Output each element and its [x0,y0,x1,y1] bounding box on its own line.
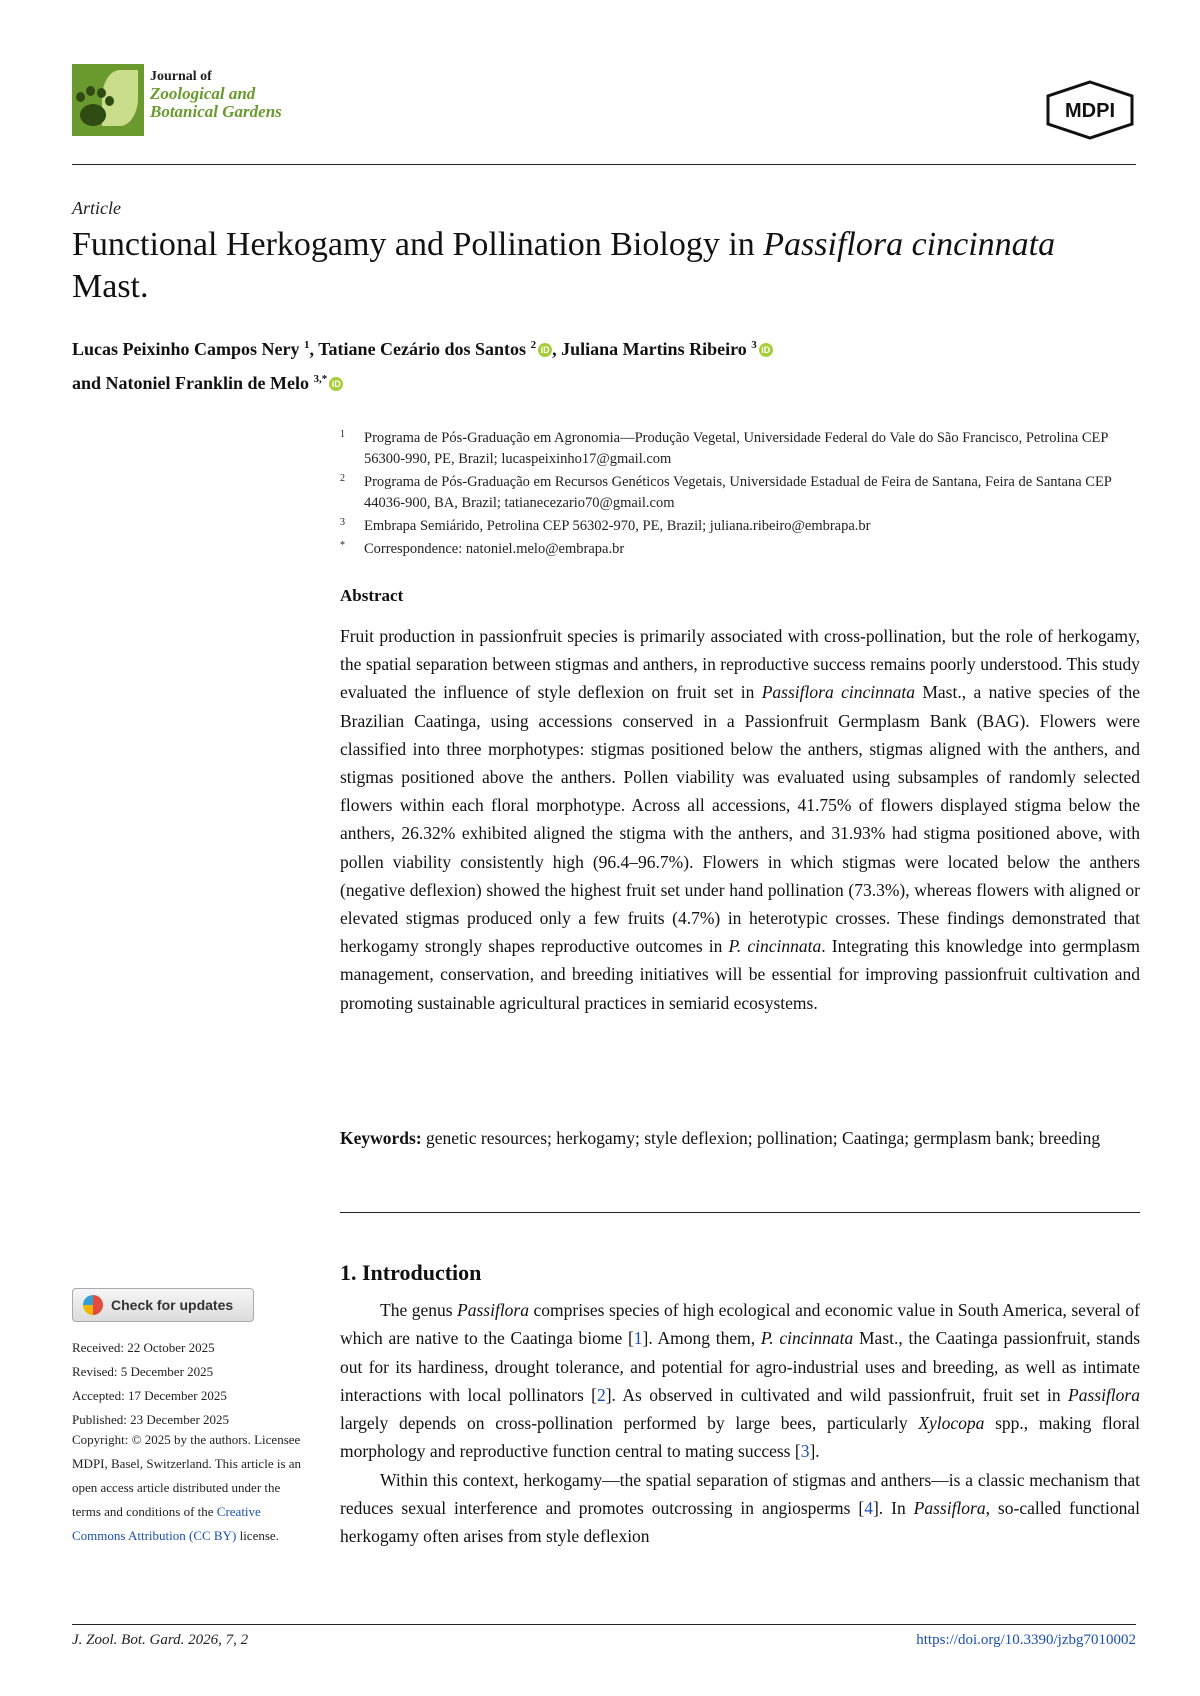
published-date: Published: 23 December 2025 [72,1412,230,1427]
affiliation-item: 2 Programa de Pós-Graduação em Recursos Genéticos Vegetais, Universidade Estadual de Feira de Santana, Feira de Santana CEP 44036-900, BA, Brazil; tatianecezario70@gmail.com [340,473,1112,511]
abstract-heading: Abstract [340,586,404,605]
mdpi-text: MDPI [1065,100,1115,122]
received-date: Received: 22 October 2025 [72,1340,215,1355]
accepted-date: Accepted: 17 December 2025 [72,1388,227,1403]
revised-date: Revised: 5 December 2025 [72,1364,214,1379]
affiliation-item: 1 Programa de Pós-Graduação em Agronomia—Produção Vegetal, Universidade Federal do Vale do São Francisco, Petrolina CEP 56300-990, PE, Brazil; lucaspeixinho17@gmail.com [340,429,1108,467]
journal-citation: J. Zool. Bot. Gard. 2026, 7, 2 [72,1632,249,1648]
citation-link[interactable]: 3 [800,1441,810,1462]
mdpi-logo [1044,80,1136,140]
affiliations [340,428,1140,562]
license-link[interactable]: Creative Commons Attribution (CC BY) [72,1504,261,1543]
paragraph: The genus Passiflora comprises species of high ecological and economic value in South America, several of which are native to the Caatinga biome [1]. Among them, P. cincinnata Mast., the Caatinga passionfruit, stands out for its hardiness, drought tolerance, and potential for agro-industrial uses and breeding, as well as intimate interactions with local pollinators [2]. As observed in cultivated and wild passionfruit, fruit set in Passiflora largely depends on cross-pollination performed by large bees, particularly Xylocopa spp., making floral morphology and reproductive function central to mating success [3]. [340,1300,1141,1462]
orcid-icon[interactable]: iD [538,343,552,357]
journal-name-line2: Botanical Gardens [150,101,282,121]
author-name: Tatiane Cezário dos Santos [318,339,527,359]
introduction-heading: 1. Introduction [340,1260,482,1285]
citation-link[interactable]: 2 [596,1384,606,1405]
header-divider [72,164,1136,165]
check-for-updates-button[interactable] [72,1288,254,1322]
author-list: Lucas Peixinho Campos Nery $^1$, Tatiane Cezário dos Santos $^2$ iD , Juliana Martins Ribeiro $^3$ iD and Natoniel Franklin de Melo $^{3,*}$ iD [72,330,1132,398]
journal-of-label: Journal of [150,69,212,84]
author-name: Natoniel Franklin de Melo [105,373,310,393]
affiliation-item: 3 Embrapa Semiárido, Petrolina CEP 56302-970, PE, Brazil; juliana.ribeiro@embrapa.br [340,517,871,534]
journal-emblem-icon [72,64,144,136]
article-type: Article [72,198,121,218]
publication-dates [72,1336,312,1432]
check-updates-icon [83,1295,103,1315]
introduction-text [340,1296,1140,1551]
journal-logo [72,64,322,136]
check-updates-label: Check for updates [111,1297,234,1313]
journal-name-line1: Zoological and [150,83,256,103]
correspondence: * Correspondence: natoniel.melo@embrapa.br [340,540,625,557]
section-divider [340,1212,1140,1213]
keywords: Keywords: genetic resources; herkogamy; style deflexion; pollination; Caatinga; germplasm bank; breeding [340,1128,1101,1148]
paragraph: Within this context, herkogamy—the spatial separation of stigmas and anthers—is a classic mechanism that reduces sexual interference and promotes outcrossing in angiosperms [4]. In Passiflora, so-called functional herkogamy often arises from style deflexion [340,1469,1140,1547]
copyright-notice: Copyright: © 2025 by the authors. Licensee MDPI, Basel, Switzerland. This article is an open access article distributed under the terms and conditions of the Creative Commons Attribution (CC BY) license. [72,1432,302,1543]
author-name: Juliana Martins Ribeiro [561,339,747,359]
orcid-icon[interactable]: iD [759,343,773,357]
abstract-text: Fruit production in passionfruit species is primarily associated with cross-pollination, but the role of herkogamy, the spatial separation between stigmas and anthers, in reproductive success remains poorly understood. This study evaluated the influence of style deflexion on fruit set in Passiflora cincinnata Mast., a native species of the Brazilian Caatinga, using accessions conserved in a Passionfruit Germplasm Bank (BAG). Flowers were classified into three morphotypes: stigmas positioned below the anthers, stigmas aligned with the anthers, and stigmas positioned above the anthers. Pollen viability was evaluated using subsamples of randomly selected flowers within each floral morphotype. Across all accessions, 41.75% of flowers displayed stigma below the anthers, 26.32% exhibited aligned the stigma with the anthers, and 31.93% had stigma positioned above, with pollen viability consistently high (96.4–96.7%). Flowers in which stigmas were located below the anthers (negative deflexion) showed the highest fruit set under hand pollination (73.3%), whereas flowers with aligned or elevated stigmas produced only a few fruits (4.7%) in heterotypic crosses. These findings demonstrated that herkogamy strongly shapes reproductive outcomes in P. cincinnata. Integrating this knowledge into germplasm management, conservation, and breeding initiatives will be essential for improving passionfruit cultivation and promoting sustainable agricultural practices in semiarid ecosystems. [340,626,1141,1013]
article-title: Functional Herkogamy and Pollination Biology in Passiflora cincinnata Mast. [72,226,1056,305]
author-name: Lucas Peixinho Campos Nery [72,339,300,359]
citation-link[interactable]: 4 [864,1498,873,1519]
citation-link[interactable]: 1 [633,1328,643,1349]
orcid-icon[interactable]: iD [329,377,343,391]
doi-link[interactable]: https://doi.org/10.3390/jzbg7010002 [916,1632,1136,1648]
footer-divider [72,1624,1136,1625]
